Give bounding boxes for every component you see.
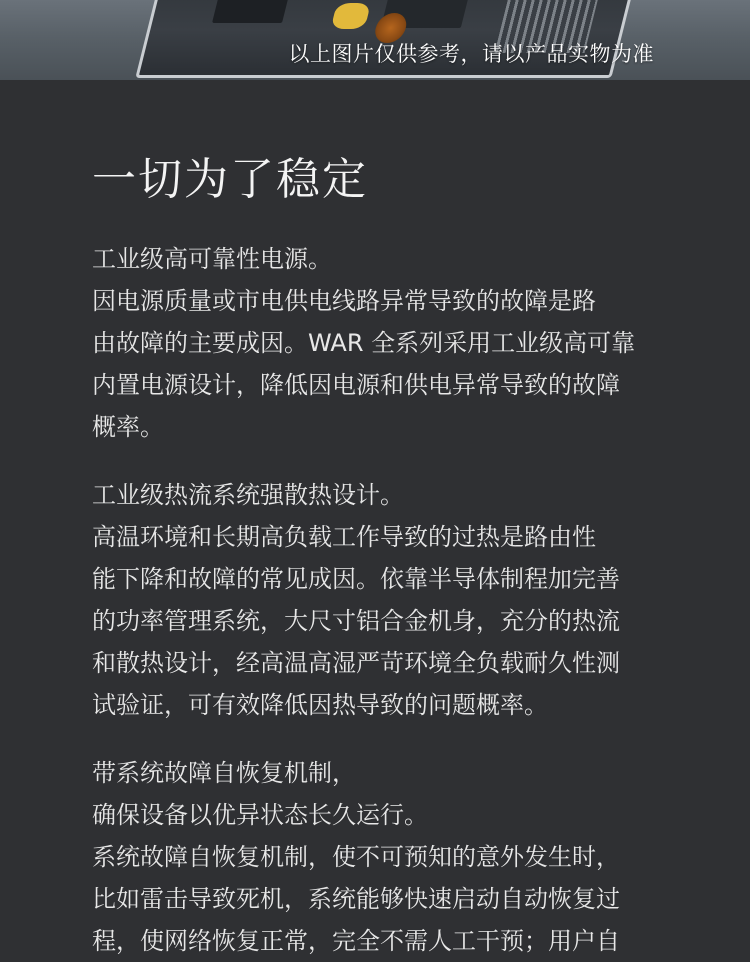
paragraph-line: 高温环境和长期高负载工作导致的过热是路由性 [92,523,596,551]
paragraph-line: 因电源质量或市电供电线路异常导致的故障是路 [92,287,596,315]
chip-graphic [212,0,289,23]
paragraph-line: 带系统故障自恢复机制， [92,759,356,787]
paragraph-line: 能下降和故障的常见成因。依靠半导体制程加完善 [92,565,620,593]
paragraph-line: 程，使网络恢复正常，完全不需人工干预；用户自 [92,927,620,955]
paragraph-line: 工业级热流系统强散热设计。 [92,481,404,509]
paragraph-line: 试验证，可有效降低因热导致的问题概率。 [92,691,548,719]
paragraph-line: 工业级高可靠性电源。 [92,245,332,273]
paragraph-line: 概率。 [92,413,164,441]
paragraph-line: 内置电源设计，降低因电源和供电异常导致的故障 [92,371,620,399]
paragraph-line: 和散热设计，经高温高湿严苛环境全负载耐久性测 [92,649,620,677]
hero-image [0,0,750,80]
paragraph-line: 的功率管理系统，大尺寸铝合金机身，充分的热流 [92,607,620,635]
article-body [0,80,750,962]
image-disclaimer: 以上图片仅供参考，请以产品实物为准 [288,42,654,66]
page-title: 一切为了稳定 [92,154,368,205]
paragraph-line: 由故障的主要成因。WAR 全系列采用工业级高可靠 [92,329,636,357]
paragraph-recovery [92,752,660,962]
paragraph-thermal [92,474,660,726]
paragraph-line: 比如雷击导致死机，系统能够快速启动自动恢复过 [92,885,620,913]
paragraph-power [92,238,660,448]
paragraph-line: 确保设备以优异状态长久运行。 [92,801,428,829]
paragraph-line: 系统故障自恢复机制，使不可预知的意外发生时， [92,843,620,871]
capacitor-graphic [331,3,371,29]
